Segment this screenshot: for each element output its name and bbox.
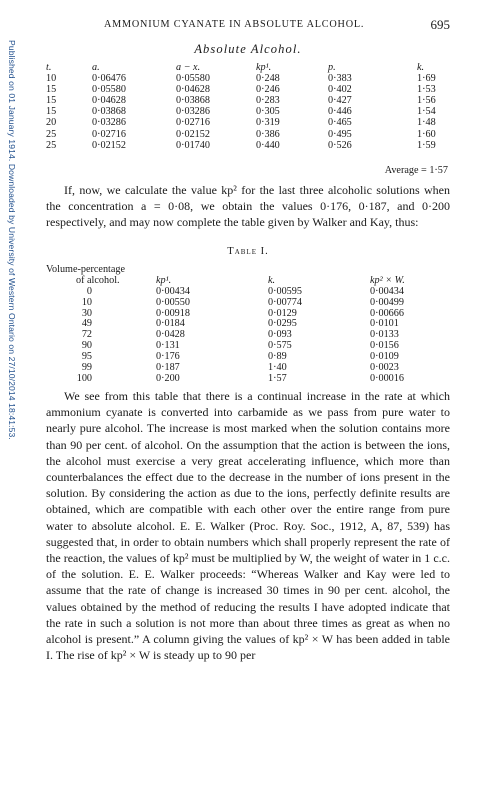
paragraph-text: We see from this table that there is a continual increase in the rate at which ammonium cyanate is converted into carbamide as we pass from pure water to nearly pure alcohol. The increase is most marked when the solution contains more than 90 per cent. of alcohol. On the assumption that the action is between the ions, the alcohol must exercise a very great accelerating influence, which more than counterbalances the effect due to the decrease in the number of ions present in the solution. By considering the action as due to the ions, perfectly definite results are obtained, which are compatible with each other over the entire range from pure water to absolute alcohol. E. E. Walker (Proc. Roy. Soc., 1912, A, 87, 539) has suggested that, in order to obtain numbers which shall properly represent the rate of the reaction, the values of kp² must be multiplied by W, the weight of water in 1 c.c. of the solution. E. E. Walker proceeds: “Whereas Walker and Kay were led to assume that the rate of change is increased 30 times in 90 per cent. alcohol, the values obtained by the method of reducing the results I have adopted indicate that the rate in such a solution is not more than about three times as great as when no alcohol is present.” A column giving the values of kp² × W has been added in table I. The rise of kp² × W is steady up to 90 per <box>46 389 450 663</box>
paragraph <box>46 182 450 231</box>
table-cell: 0·386 <box>256 128 280 140</box>
table-header-row <box>46 264 450 275</box>
table-cell: 0·383 <box>328 73 352 85</box>
table-row <box>46 297 450 308</box>
table-cell: 1·40 <box>268 362 287 374</box>
table-cell: 99 <box>81 362 92 374</box>
table-cell: 1·69 <box>417 73 436 85</box>
table-cell: 90 <box>81 340 92 352</box>
table-cell: 0·0101 <box>370 318 399 330</box>
header-cell: k. <box>417 62 425 73</box>
table-cell: 0·575 <box>268 340 292 352</box>
table-cell: 1·60 <box>417 128 436 140</box>
table-row <box>46 129 450 140</box>
table-cell: 20 <box>46 117 57 129</box>
table-row <box>46 308 450 319</box>
table-cell: 0·00434 <box>156 285 190 297</box>
table-cell: 10 <box>46 73 57 85</box>
table-cell: 0·00595 <box>268 285 302 297</box>
table-cell: 0·06476 <box>92 73 126 85</box>
table-row <box>46 106 450 117</box>
table-body <box>46 286 450 384</box>
table-cell: 0·176 <box>156 351 180 363</box>
table-cell: 0·04628 <box>92 95 126 107</box>
table-cell: 0·00774 <box>268 296 302 308</box>
table-cell: 0·187 <box>156 362 180 374</box>
table-cell: 0·446 <box>328 106 352 118</box>
table-cell: 0·0184 <box>156 318 185 330</box>
table-cell: 0·0295 <box>268 318 297 330</box>
table-cell: 0·02716 <box>92 128 126 140</box>
download-watermark <box>3 40 17 740</box>
table-cell: 0·02716 <box>176 117 210 129</box>
table-cell: 30 <box>81 307 92 319</box>
table-cell: 0·0109 <box>370 351 399 363</box>
table-cell: 1·54 <box>417 106 436 118</box>
page-number: 695 <box>430 17 450 32</box>
table-cell: 0·0023 <box>370 362 399 374</box>
rate-table-walker-kay <box>46 264 450 384</box>
table-row <box>46 95 450 106</box>
table-cell: 0·465 <box>328 117 352 129</box>
table-cell: 0·01740 <box>176 139 210 151</box>
paragraph-text: If, now, we calculate the value kp² for the last three alcoholic solutions when the concentration a = 0·08, we obtain the values 0·176, 0·187, and 0·200 respectively, and may now complete the table given by Walker and Kay, thus: <box>46 183 450 230</box>
table-row <box>46 373 450 384</box>
header-cell: t. <box>46 62 52 73</box>
table-cell: 0·131 <box>156 340 180 352</box>
table-cell: 1·53 <box>417 84 436 96</box>
table-row <box>46 318 450 329</box>
table-cell: 49 <box>81 318 92 330</box>
table-row <box>46 73 450 84</box>
table-cell: 1·57 <box>268 372 287 384</box>
table-cell: 100 <box>76 372 92 384</box>
header-cell: k. <box>268 274 276 286</box>
table-cell: 0·427 <box>328 95 352 107</box>
table-cell: 0·05580 <box>176 73 210 85</box>
header-cell: kp² × W. <box>370 274 405 286</box>
table-cell: 0·093 <box>268 329 292 341</box>
table-cell: 25 <box>46 139 57 151</box>
table-header-row <box>46 275 450 286</box>
header-cell: kp¹. <box>156 274 172 286</box>
table-row <box>46 340 450 351</box>
table-cell: 72 <box>81 329 92 341</box>
table-row <box>46 117 450 128</box>
table-cell: 0·03868 <box>176 95 210 107</box>
table-cell: 15 <box>46 106 57 118</box>
table-cell: 0·305 <box>256 106 280 118</box>
table-cell: 0·0133 <box>370 329 399 341</box>
table-cell: 1·48 <box>417 117 436 129</box>
table-cell: 25 <box>46 128 57 140</box>
table-cell: 0·00666 <box>370 307 404 319</box>
table-cell: 95 <box>81 351 92 363</box>
table-cell: 0·402 <box>328 84 352 96</box>
table-title: Table I. <box>227 246 269 257</box>
table-cell: 0·00434 <box>370 285 404 297</box>
table-cell: 0·02152 <box>92 139 126 151</box>
table-cell: 0·0129 <box>268 307 297 319</box>
header-cell: Volume-percentage <box>46 264 126 275</box>
table-row <box>46 329 450 340</box>
header-cell: p. <box>328 62 336 73</box>
header-cell: a. <box>92 62 100 73</box>
average-value: Average = 1·57 <box>384 165 448 176</box>
table-cell: 10 <box>81 296 92 308</box>
table-body <box>46 73 450 151</box>
table-cell: 0·03286 <box>92 117 126 129</box>
header-cell: a − x. <box>176 62 201 73</box>
table-cell: 0·05580 <box>92 84 126 96</box>
table-cell: 0·319 <box>256 117 280 129</box>
table-cell: 15 <box>46 84 57 96</box>
table-cell: 0·495 <box>328 128 352 140</box>
table-row <box>46 362 450 373</box>
table-cell: 0·440 <box>256 139 280 151</box>
table-cell: 0·283 <box>256 95 280 107</box>
section-title: Absolute Alcohol. <box>194 42 302 56</box>
table-cell: 0·00499 <box>370 296 404 308</box>
paragraph <box>46 388 450 663</box>
running-title: AMMONIUM CYANATE IN ABSOLUTE ALCOHOL. <box>104 19 365 30</box>
table-cell: 0·246 <box>256 84 280 96</box>
header-cell: kp¹. <box>256 62 272 73</box>
table-cell: 0·00016 <box>370 372 404 384</box>
table-cell: 0·0156 <box>370 340 399 352</box>
table-row <box>46 84 450 95</box>
table-cell: 0·89 <box>268 351 287 363</box>
table-row <box>46 140 450 151</box>
table-cell: 0·04628 <box>176 84 210 96</box>
page-header <box>46 17 450 33</box>
download-watermark-text: Published on 01 January 1914. Downloaded by University of Western Ontario on 27/10/2014 18:41:53. <box>7 40 17 440</box>
table-cell: 15 <box>46 95 57 107</box>
table-cell: 0·03286 <box>176 106 210 118</box>
rate-table-absolute-alcohol <box>46 62 450 151</box>
table-cell: 0·0428 <box>156 329 185 341</box>
header-cell: of alcohol. <box>76 274 120 286</box>
table-row <box>46 286 450 297</box>
table-cell: 1·59 <box>417 139 436 151</box>
table-cell: 0·02152 <box>176 128 210 140</box>
table-cell: 0·03868 <box>92 106 126 118</box>
table-cell: 0·00918 <box>156 307 190 319</box>
table-cell: 0·200 <box>156 372 180 384</box>
table-cell: 0·248 <box>256 73 280 85</box>
table-cell: 0·00550 <box>156 296 190 308</box>
table-row <box>46 351 450 362</box>
table-cell: 0 <box>86 285 92 297</box>
table-header-row <box>46 62 450 73</box>
table-cell: 1·56 <box>417 95 436 107</box>
table-cell: 0·526 <box>328 139 352 151</box>
